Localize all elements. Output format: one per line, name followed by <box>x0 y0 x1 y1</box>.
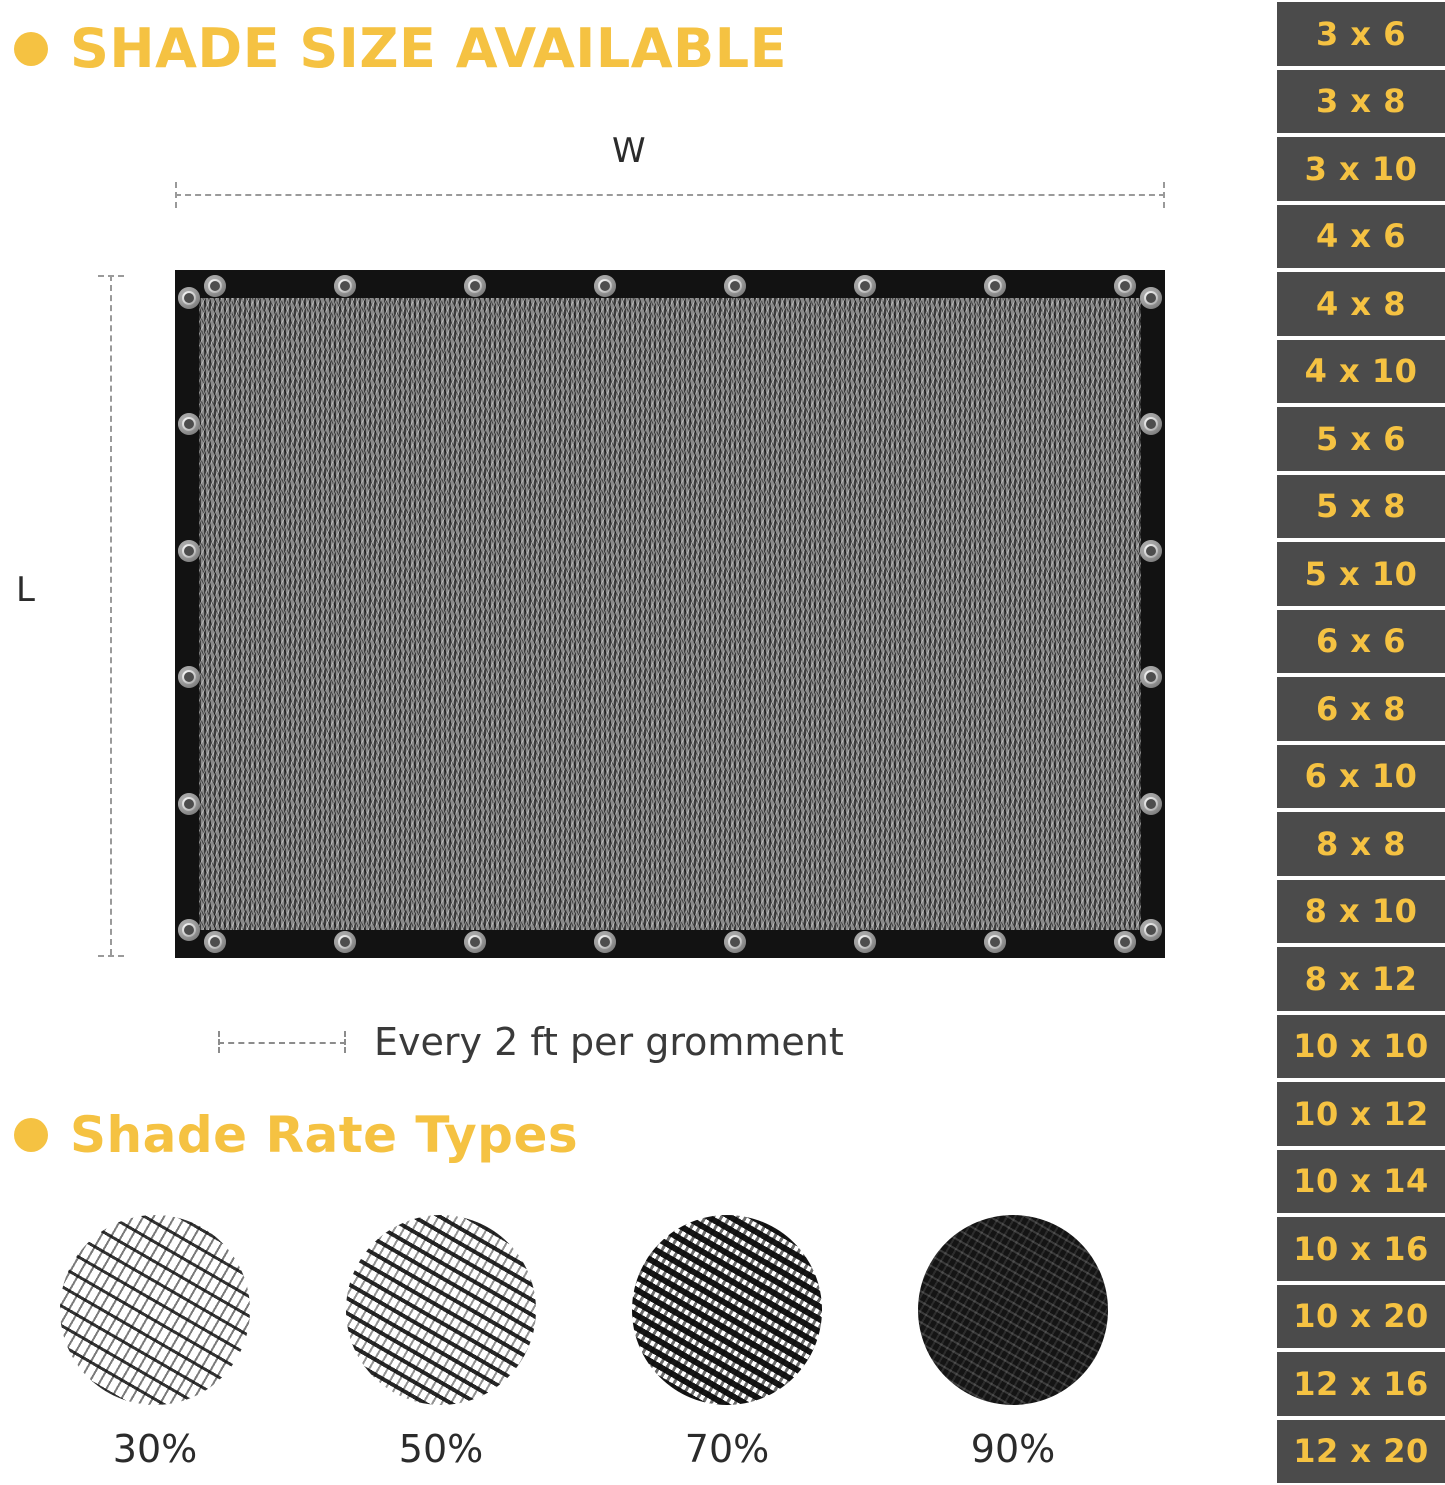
grommet-icon <box>1140 793 1162 815</box>
grommet-icon <box>984 931 1006 953</box>
size-list <box>1277 0 1445 1485</box>
grommet-icon <box>1140 540 1162 562</box>
grommet-spacing-dimension <box>218 1029 346 1055</box>
grommet-icon <box>854 931 876 953</box>
grommet-icon <box>984 275 1006 297</box>
grommet-spacing-label: Every 2 ft per gromment <box>374 1020 844 1064</box>
size-chip[interactable]: 10 x 16 <box>1277 1217 1445 1281</box>
length-dimension-line <box>110 275 112 955</box>
grommet-icon <box>178 919 200 941</box>
shade-rate-swatch <box>632 1215 822 1405</box>
size-chip[interactable]: 4 x 8 <box>1277 272 1445 336</box>
grommet-icon <box>1140 413 1162 435</box>
bullet-dot-icon <box>14 1118 48 1152</box>
grommet-icon <box>1114 275 1136 297</box>
size-chip[interactable]: 12 x 20 <box>1277 1420 1445 1484</box>
grommet-icon <box>724 931 746 953</box>
shade-rate-item <box>632 1215 822 1471</box>
width-label: W <box>612 131 646 171</box>
mesh-fabric-texture <box>199 298 1141 930</box>
grommet-icon <box>594 275 616 297</box>
shade-rate-title-label: Shade Rate Types <box>70 1106 579 1164</box>
length-label: L <box>16 570 35 610</box>
grommet-icon <box>178 666 200 688</box>
grommet-icon <box>178 287 200 309</box>
length-dimension-cap-top <box>98 275 124 277</box>
grommet-icon <box>464 931 486 953</box>
page-title-label: SHADE SIZE AVAILABLE <box>70 17 788 80</box>
size-chip[interactable]: 10 x 14 <box>1277 1150 1445 1214</box>
shade-rate-label: 70% <box>684 1427 770 1471</box>
grommet-icon <box>178 540 200 562</box>
shade-diagram <box>0 120 1250 1080</box>
size-chip[interactable]: 6 x 10 <box>1277 745 1445 809</box>
grommet-icon <box>1140 919 1162 941</box>
grommet-icon <box>594 931 616 953</box>
page-title <box>14 17 788 80</box>
shade-cloth-illustration <box>175 270 1165 958</box>
grommet-spacing-cap-right <box>344 1031 346 1053</box>
grommet-icon <box>1114 931 1136 953</box>
shade-rate-item <box>346 1215 536 1471</box>
grommet-icon <box>1140 666 1162 688</box>
grommet-icon <box>204 931 226 953</box>
size-chip[interactable]: 6 x 8 <box>1277 677 1445 741</box>
size-chip[interactable]: 10 x 12 <box>1277 1082 1445 1146</box>
grommet-icon <box>178 793 200 815</box>
grommet-spacing-cap-left <box>218 1031 220 1053</box>
width-dimension-cap-left <box>175 182 177 208</box>
grommet-icon <box>334 931 356 953</box>
size-chip[interactable]: 3 x 8 <box>1277 70 1445 134</box>
bullet-dot-icon <box>14 32 48 66</box>
size-chip[interactable]: 5 x 8 <box>1277 475 1445 539</box>
width-dimension-line <box>175 194 1165 196</box>
shade-rate-item <box>918 1215 1108 1471</box>
shade-rate-label: 50% <box>398 1427 484 1471</box>
size-chip[interactable]: 10 x 20 <box>1277 1285 1445 1349</box>
shade-rate-swatch <box>918 1215 1108 1405</box>
grommet-icon <box>464 275 486 297</box>
shade-rate-title <box>14 1108 578 1162</box>
grommet-spacing-note <box>218 1020 844 1064</box>
grommet-icon <box>204 275 226 297</box>
shade-rate-label: 30% <box>112 1427 198 1471</box>
shade-rate-swatch <box>60 1215 250 1405</box>
size-chip[interactable]: 5 x 6 <box>1277 407 1445 471</box>
size-chip[interactable]: 6 x 6 <box>1277 610 1445 674</box>
length-dimension-cap-bottom <box>98 955 124 957</box>
grommet-icon <box>334 275 356 297</box>
grommet-icon <box>1140 287 1162 309</box>
grommet-spacing-bar <box>218 1042 346 1044</box>
size-chip[interactable]: 5 x 10 <box>1277 542 1445 606</box>
size-chip[interactable]: 3 x 10 <box>1277 137 1445 201</box>
shade-rate-list <box>60 1215 1220 1471</box>
size-chip[interactable]: 8 x 8 <box>1277 812 1445 876</box>
grommet-icon <box>178 413 200 435</box>
shade-rate-swatch <box>346 1215 536 1405</box>
shade-rate-item <box>60 1215 250 1471</box>
size-chip[interactable]: 4 x 10 <box>1277 340 1445 404</box>
grommet-icon <box>724 275 746 297</box>
width-dimension-cap-right <box>1163 182 1165 208</box>
grommet-icon <box>854 275 876 297</box>
shade-rate-label: 90% <box>970 1427 1056 1471</box>
size-chip[interactable]: 10 x 10 <box>1277 1015 1445 1079</box>
size-chip[interactable]: 3 x 6 <box>1277 2 1445 66</box>
size-chip[interactable]: 8 x 10 <box>1277 880 1445 944</box>
size-chip[interactable]: 12 x 16 <box>1277 1352 1445 1416</box>
size-chip[interactable]: 8 x 12 <box>1277 947 1445 1011</box>
size-chip[interactable]: 4 x 6 <box>1277 205 1445 269</box>
